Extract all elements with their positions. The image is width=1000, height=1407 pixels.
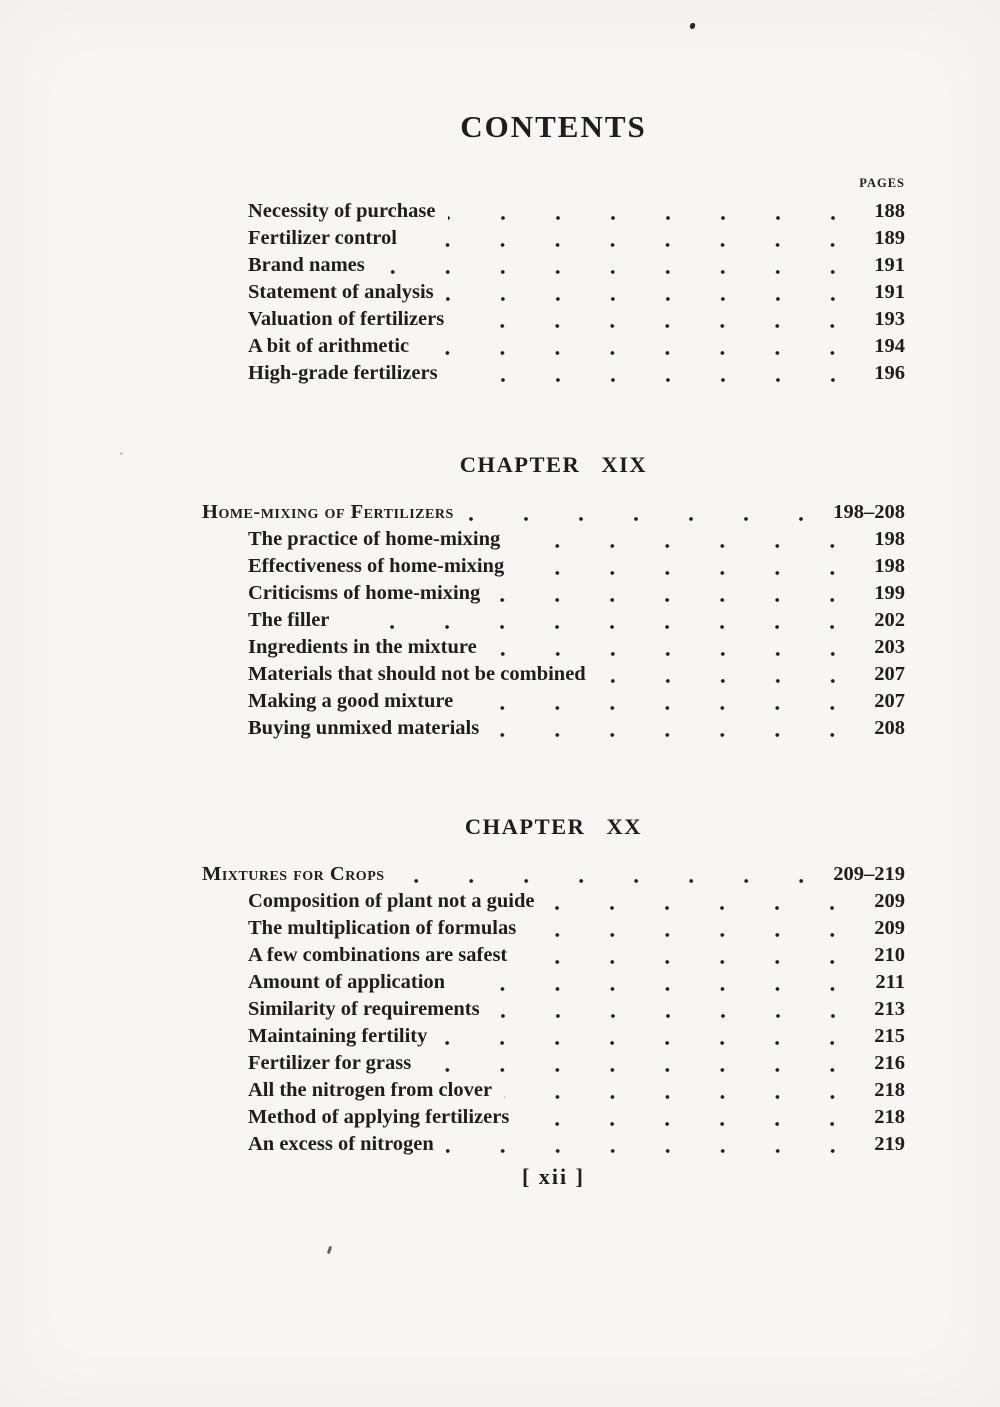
toc-entry xyxy=(202,1104,905,1131)
dot-leader xyxy=(446,279,860,306)
entries xyxy=(202,526,905,742)
entry-label: The filler xyxy=(248,609,330,631)
page-title: CONTENTS xyxy=(460,109,647,144)
toc-entry xyxy=(202,915,905,942)
entry-label: Statement of analysis xyxy=(248,281,434,303)
dot-leader xyxy=(504,1077,860,1104)
entry-page: 218 xyxy=(874,1106,905,1128)
entry-page: 215 xyxy=(874,1025,905,1047)
dot-leader xyxy=(409,225,860,252)
dot-leader xyxy=(446,1131,860,1158)
entry-label: High-grade fertilizers xyxy=(248,362,438,384)
toc-entry xyxy=(202,688,905,715)
entry-label: All the nitrogen from clover xyxy=(248,1079,493,1101)
toc-entry xyxy=(202,661,905,688)
dot-leader xyxy=(465,688,860,715)
toc-entry xyxy=(202,1131,905,1158)
entry-label: Ingredients in the mixture xyxy=(248,636,477,658)
toc-entry xyxy=(202,607,905,634)
toc-entry xyxy=(202,888,905,915)
entry-page: 202 xyxy=(874,609,905,631)
entry-page: 208 xyxy=(874,717,905,739)
toc-entry xyxy=(202,198,905,225)
toc-entry xyxy=(202,333,905,360)
entry-label: Materials that should not be combined xyxy=(248,663,586,685)
toc-entry xyxy=(202,634,905,661)
toc-entry xyxy=(202,996,905,1023)
entry-label: Valuation of fertilizers xyxy=(248,308,445,330)
entry-label: A bit of arithmetic xyxy=(248,335,410,357)
chapter-row xyxy=(202,499,905,526)
toc-entry xyxy=(202,1050,905,1077)
dot-leader xyxy=(457,969,860,996)
dot-leader xyxy=(377,252,860,279)
entry-page: 213 xyxy=(874,998,905,1020)
entry-page: 191 xyxy=(874,254,905,276)
entry-page: 189 xyxy=(874,227,905,249)
entries xyxy=(202,198,905,387)
toc-section xyxy=(202,198,905,387)
dot-leader xyxy=(466,499,829,526)
entry-label: Criticisms of home-mixing xyxy=(248,582,481,604)
folio-page-number: [ xii ] xyxy=(522,1164,585,1189)
dot-leader xyxy=(439,1023,860,1050)
chapter-row xyxy=(202,861,905,888)
dot-leader xyxy=(519,942,860,969)
entry-page: 193 xyxy=(874,308,905,330)
entry-page: 219 xyxy=(874,1133,905,1155)
dot-leader xyxy=(516,553,860,580)
toc-section xyxy=(202,813,905,1158)
toc-entry xyxy=(202,225,905,252)
entry-label: Amount of application xyxy=(248,971,446,993)
entry-label: The practice of home-mixing xyxy=(248,528,501,550)
entry-page: 216 xyxy=(874,1052,905,1074)
toc-entry xyxy=(202,715,905,742)
entry-label: Fertilizer control xyxy=(248,227,397,249)
entry-label: An excess of nitrogen xyxy=(248,1133,434,1155)
dot-leader xyxy=(450,360,860,387)
toc-section xyxy=(202,451,905,742)
entry-page: 203 xyxy=(874,636,905,658)
entry-page: 188 xyxy=(874,200,905,222)
toc-entry xyxy=(202,1023,905,1050)
chapter-heading: CHAPTER XIX xyxy=(459,452,648,477)
entry-page: 194 xyxy=(874,335,905,357)
entry-page: 207 xyxy=(874,690,905,712)
dot-leader xyxy=(397,861,829,888)
entry-label: Fertilizer for grass xyxy=(248,1052,412,1074)
entry-page: 210 xyxy=(874,944,905,966)
toc-entry xyxy=(202,942,905,969)
toc-entry xyxy=(202,553,905,580)
toc-sections xyxy=(202,198,905,1158)
toc-entry xyxy=(202,1077,905,1104)
chapter-heading: CHAPTER XX xyxy=(464,814,643,839)
dot-leader xyxy=(546,888,860,915)
dot-leader xyxy=(598,661,860,688)
entry-label: Effectiveness of home-mixing xyxy=(248,555,505,577)
entry-page: 209 xyxy=(874,917,905,939)
entry-page: 207 xyxy=(874,663,905,685)
dot-leader xyxy=(528,915,860,942)
toc-entry xyxy=(202,969,905,996)
entry-page: 198 xyxy=(874,528,905,550)
entry-page: 196 xyxy=(874,362,905,384)
dot-leader xyxy=(456,306,860,333)
entry-label: Brand names xyxy=(248,254,365,276)
ink-speck xyxy=(120,452,123,455)
dot-leader xyxy=(423,1050,860,1077)
dot-leader xyxy=(491,715,860,742)
entry-label: Making a good mixture xyxy=(248,690,454,712)
pages-column-header: PAGES xyxy=(859,176,905,190)
toc-content xyxy=(202,0,905,1190)
chapter-row-title: Mixtures for Crops xyxy=(202,863,385,885)
entries xyxy=(202,888,905,1158)
entry-label: Method of applying fertilizers xyxy=(248,1106,510,1128)
entry-page: 218 xyxy=(874,1079,905,1101)
dot-leader xyxy=(492,580,860,607)
dot-leader xyxy=(421,333,860,360)
toc-entry xyxy=(202,306,905,333)
entry-page: 198 xyxy=(874,555,905,577)
entry-page: 191 xyxy=(874,281,905,303)
toc-entry xyxy=(202,360,905,387)
toc-entry xyxy=(202,526,905,553)
entry-page: 209 xyxy=(874,890,905,912)
toc-entry xyxy=(202,580,905,607)
dot-leader xyxy=(489,634,860,661)
toc-entry xyxy=(202,279,905,306)
chapter-row-pages: 209–219 xyxy=(833,863,905,885)
dot-leader xyxy=(448,198,860,225)
entry-label: A few combinations are safest xyxy=(248,944,508,966)
ink-speck xyxy=(327,1246,332,1255)
entry-page: 199 xyxy=(874,582,905,604)
entry-page: 211 xyxy=(875,971,905,993)
toc-entry xyxy=(202,252,905,279)
dot-leader xyxy=(341,607,860,634)
entry-label: Similarity of requirements xyxy=(248,998,480,1020)
entry-label: Composition of plant not a guide xyxy=(248,890,535,912)
entry-label: Necessity of purchase xyxy=(248,200,436,222)
chapter-row-title: Home-mixing of Fertilizers xyxy=(202,501,454,523)
entry-label: The multiplication of formulas xyxy=(248,917,517,939)
dot-leader xyxy=(512,526,860,553)
entry-label: Buying unmixed materials xyxy=(248,717,480,739)
entry-label: Maintaining fertility xyxy=(248,1025,428,1047)
dot-leader xyxy=(492,996,860,1023)
chapter-row-pages: 198–208 xyxy=(833,501,905,523)
dot-leader xyxy=(521,1104,860,1131)
